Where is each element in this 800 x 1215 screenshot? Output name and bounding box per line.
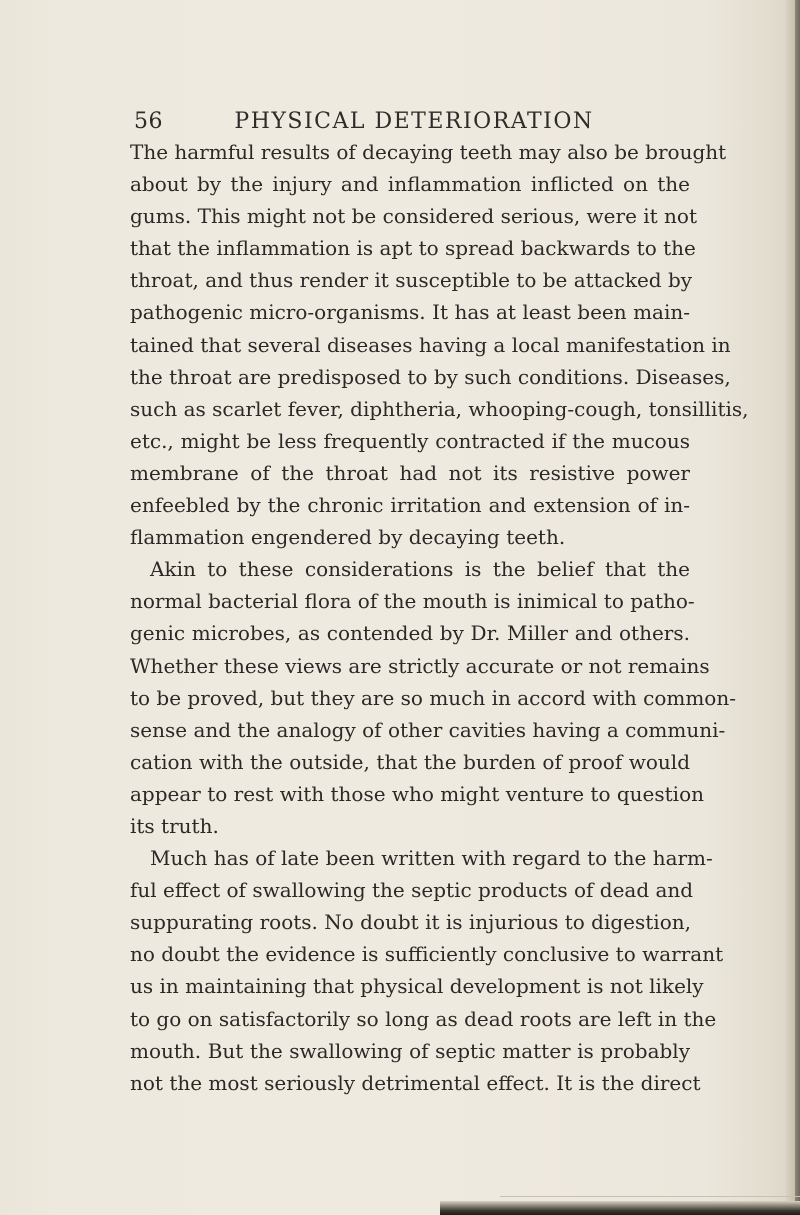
text-line: throat, and thus render it susceptible to be attacked by — [130, 268, 693, 293]
text-line: Much has of late been written with regard to the harm- — [150, 846, 713, 871]
page-bottom-shadow — [440, 1201, 800, 1215]
text-line: ful effect of swallowing the septic products of dead and — [130, 878, 694, 903]
text-line: appear to rest with those who might venture to question — [130, 781, 705, 806]
text-line: flammation engendered by decaying teeth. — [130, 525, 566, 550]
text-line: mouth. But the swallowing of septic matter is probably — [130, 1038, 690, 1063]
text-line: pathogenic micro-organisms. It has at least been main- — [130, 300, 690, 325]
text-line: to go on satisfactorily so long as dead roots are left in the — [130, 1006, 717, 1031]
text-line: its truth. — [130, 813, 219, 838]
text-line: the throat are predisposed to by such conditions. Diseases, — [130, 364, 731, 389]
text-line: us in maintaining that physical development is not likely — [130, 974, 704, 999]
binding-edge — [795, 0, 800, 1215]
text-line: cation with the outside, that the burden of proof would — [130, 749, 690, 774]
text-line: etc., might be less frequently contracted if the mucous — [130, 428, 690, 453]
body-text — [130, 136, 749, 1099]
text-line: genic microbes, as contended by Dr. Miller and others. — [130, 621, 690, 646]
text-line: The harmful results of decaying teeth may also be brought — [130, 140, 727, 164]
text-line: suppurating roots. No doubt it is injurious to digestion, — [130, 910, 691, 935]
page-bottom-rule — [500, 1196, 800, 1197]
text-line: membrane of the throat had not its resistive power — [130, 460, 690, 485]
text-line: tained that several diseases having a local manifestation in — [130, 332, 731, 357]
running-title: PHYSICAL DETERIORATION — [234, 109, 594, 134]
text-line: sense and the analogy of other cavities having a communi- — [130, 717, 726, 742]
page-number: 56 — [134, 109, 163, 134]
text-line: about by the injury and inflammation inflicted on the — [130, 172, 690, 197]
text-line: that the inflammation is apt to spread backwards to the — [130, 236, 696, 261]
text-line: enfeebled by the chronic irritation and extension of in- — [130, 493, 690, 518]
text-line: not the most seriously detrimental effect. It is the direct — [130, 1070, 701, 1095]
text-line: Akin to these considerations is the belief that the — [150, 557, 690, 582]
text-line: no doubt the evidence is sufficiently conclusive to warrant — [130, 942, 724, 967]
text-line: gums. This might not be considered serious, were it not — [130, 204, 698, 229]
text-line: Whether these views are strictly accurate or not remains — [130, 653, 710, 678]
text-line: normal bacterial flora of the mouth is inimical to patho- — [130, 589, 695, 614]
text-line: such as scarlet fever, diphtheria, whooping-cough, tonsillitis, — [130, 396, 749, 421]
text-line: to be proved, but they are so much in accord with common- — [130, 685, 736, 710]
